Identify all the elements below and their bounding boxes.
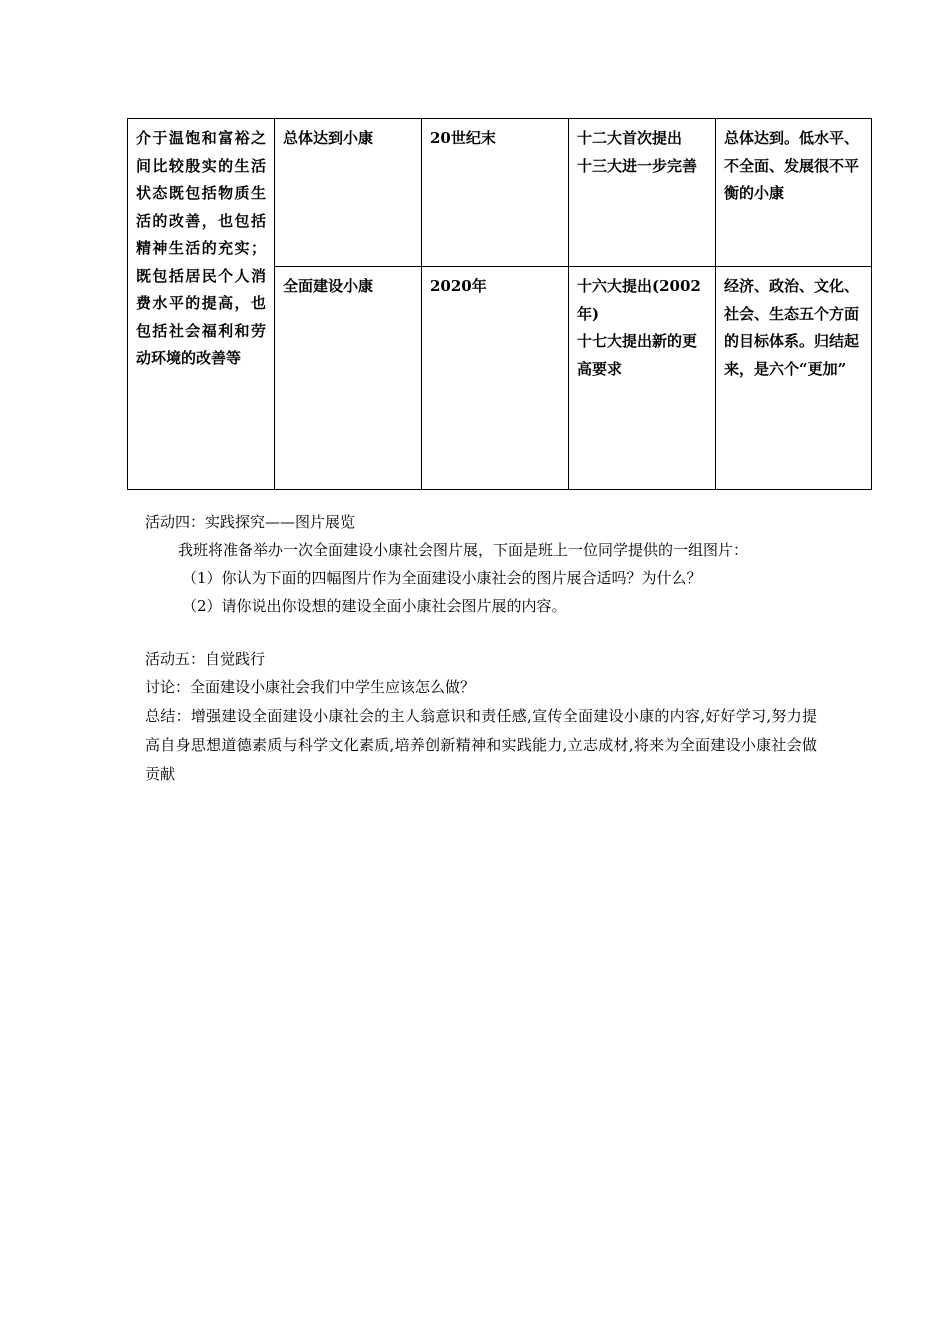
activity5-title: 活动五：自觉践行 [145,650,266,668]
meeting-cell [569,119,716,267]
activity4-intro: 我班将准备举办一次全面建设小康社会图片展，下面是班上一位同学提供的一组图片： [178,541,749,559]
feature-cell: 经济、政治、文化、社会、生态五个方面的目标体系。归结起来，是六个“更加” [716,267,872,490]
stage-cell: 总体达到小康 [275,119,422,267]
activity4-question-2: （2）请你说出你设想的建设全面小康社会图片展的内容。 [182,597,567,615]
activity4-title: 活动四：实践探究——图片展览 [145,513,356,531]
activity4-question-1: （1）你认为下面的四幅图片作为全面建设小康社会的图片展合适吗？为什么？ [182,569,702,587]
meeting-line: 十三大进一步完善 [577,156,698,175]
activity5-summary: 总结：增强建设全面建设小康社会的主人翁意识和责任感,宣传全面建设小康的内容,好好学习,努力提高自身思想道德素质与科学文化素质,培养创新精神和实践能力,立志成材,将来为全面建设小康社会做贡献 [145,707,817,783]
time-cell: 20世纪末 [422,119,569,267]
activity5-discussion: 讨论：全面建设小康社会我们中学生应该怎么做？ [145,678,476,696]
definition-cell: 介于温饱和富裕之间比较殷实的生活状态既包括物质生活的改善，也包括精神生活的充实；既包括居民个人消费水平的提高，也包括社会福利和劳动环境的改善等 [128,119,275,490]
meeting-line: 十二大首次提出 [577,129,683,147]
feature-cell: 总体达到。低水平、不全面、发展很不平衡的小康 [716,119,872,267]
xiaokang-table [127,118,872,490]
meeting-line: 十七大提出新的更高要求 [577,332,698,378]
meeting-line: 十六大提出(2002年) [577,277,701,323]
stage-cell: 全面建设小康 [275,267,422,490]
table-row [128,119,872,267]
time-cell: 2020年 [422,267,569,490]
meeting-cell [569,267,716,490]
